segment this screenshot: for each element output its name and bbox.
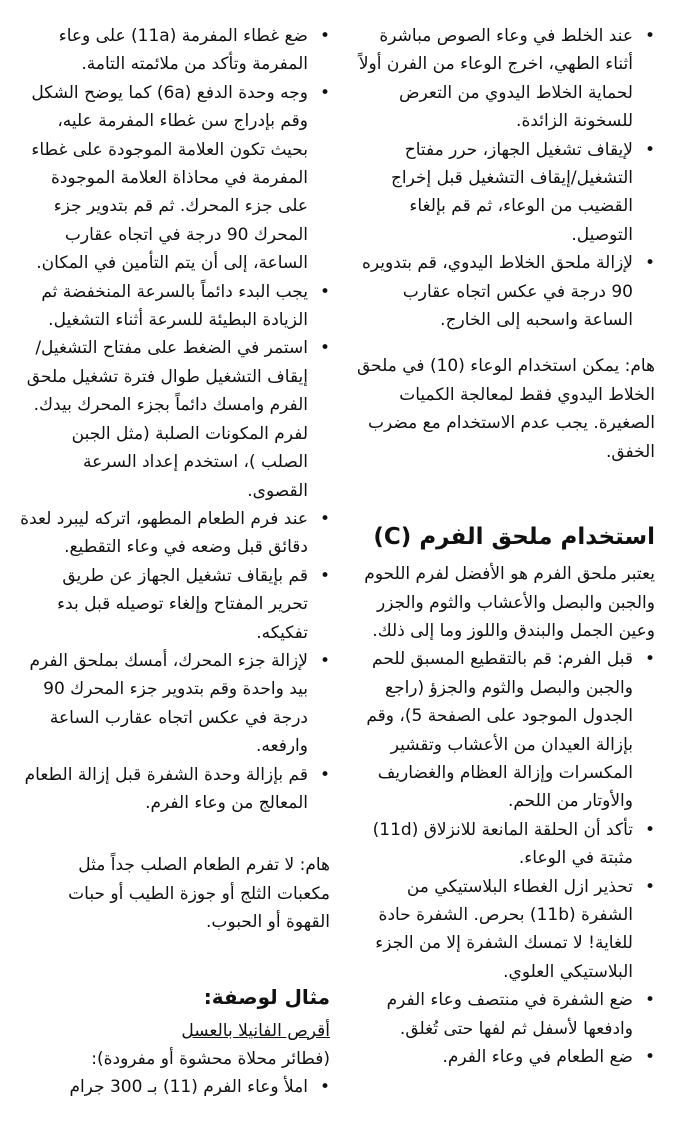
list-item: • استمر في الضغط على مفتاح التشغيل/إيقاف التشغيل طوال فترة تشغيل ملحق الفرم وامسك دائماً بجزء المحرك بيدك. لفرم المكونات الصلبة (مثل الجبن الصلب )، استخدم إعداد السرعة القصوى. [20, 334, 330, 504]
list-item: • لإزالة جزء المحرك، أمسك بملحق الفرم بيد واحدة وقم بتدوير جزء المحرك 90 درجة في عكس اتجاه عقارب الساعة وارفعه. [20, 647, 330, 761]
list-item: • تأكد أن الحلقة المانعة للانزلاق (11d) مثبتة في الوعاء. [355, 816, 655, 873]
recipe-subtitle: (فطائر محلاة محشوة أو مفرودة): [91, 1049, 330, 1069]
important-note: هام: يمكن استخدام الوعاء (10) في ملحق الخلاط اليدوي فقط لمعالجة الكميات الصغيرة. يجب عدم الاستخدام مع مضرب الخفق. [356, 356, 655, 462]
usage-tips-list [355, 22, 655, 334]
list-item: • ضع غطاء المفرمة (11a) على وعاء المفرمة وتأكد من ملائمته التامة. [20, 22, 330, 79]
section-title: استخدام ملحق الفرم (C) [373, 524, 655, 551]
list-item: • لإزالة ملحق الخلاط اليدوي، قم بتدويره 90 درجة في عكس اتجاه عقارب الساعة واسحبه إلى الخارج. [355, 249, 655, 334]
recipe-steps-list [20, 1073, 330, 1101]
list-item: • املأ وعاء الفرم (11) بـ 300 جرام [20, 1073, 330, 1101]
important-note: هام: لا تفرم الطعام الصلب جداً مثل مكعبات الثلج أو جوزة الطيب أو حبات القهوة أو الحبوب. [68, 855, 330, 933]
list-item: • عند فرم الطعام المطهو، اتركه ليبرد لعدة دقائق قبل وضعه في وعاء التقطيع. [20, 505, 330, 562]
right-column [355, 22, 655, 1071]
section-intro: يعتبر ملحق الفرم هو الأفضل لفرم اللحوم والجبن والبصل والأعشاب والثوم والجزر وعين الجمل والبندق واللوز وما إلى ذلك. [364, 564, 655, 641]
list-item: • قم بإزالة وحدة الشفرة قبل إزالة الطعام المعالج من وعاء الفرم. [20, 761, 330, 818]
list-item: • قبل الفرم: قم بالتقطيع المسبق للحم والجبن والبصل والثوم والجزؤ (راجع الجدول الموجود على الصفحة 5)، وقم بإزالة العيدان من الأعشاب وتقشير المكسرات وإزالة العظام والغضاريف والأوتار من اللحم. [355, 645, 655, 815]
list-item: • لإيقاف تشغيل الجهاز، حرر مفتاح التشغيل/إيقاف التشغيل قبل إخراج القضيب من الوعاء، ثم قم بإلغاء التوصيل. [355, 136, 655, 250]
list-item: • عند الخلط في وعاء الصوص مباشرة أثناء الطهي، اخرج الوعاء من الفرن أولاً لحماية الخلاط اليدوي من التعرض للسخونة الزائدة. [355, 22, 655, 136]
recipe-name [20, 1017, 330, 1045]
recipe-heading: مثال لوصفة: [203, 984, 330, 1009]
left-column [20, 22, 330, 1102]
list-item: • وجه وحدة الدفع (6a) كما يوضح الشكل وقم بإدراج سن غطاء المفرمة عليه، بحيث تكون العلامة الموجودة على غطاء المفرمة في محاذاة العلامة الموجودة على جزء المحرك. ثم قم بتدوير جزء المحرك 90 درجة في اتجاه عقارب الساعة، إلى أن يتم التأمين في المكان. [20, 79, 330, 278]
list-item: • يجب البدء دائماً بالسرعة المنخفضة ثم الزيادة البطيئة للسرعة أثناء التشغيل. [20, 278, 330, 335]
chopper-steps-continued-list [20, 22, 330, 817]
list-item: • قم بإيقاف تشغيل الجهاز عن طريق تحرير المفتاح وإلغاء توصيله قبل بدء تفكيكه. [20, 562, 330, 647]
chopper-steps-list [355, 645, 655, 1071]
recipe-name-text: أقرص الفانيلا بالعسل [181, 1020, 330, 1041]
list-item: • ضع الشفرة في منتصف وعاء الفرم وادفعها لأسفل ثم لفها حتى تُغلق. [355, 986, 655, 1043]
list-item: • تحذير ازل الغطاء البلاستيكي من الشفرة (11b) بحرص. الشفرة حادة للغاية! لا تمسك الشفرة إلا من الجزء البلاستيكي العلوي. [355, 873, 655, 987]
spacer [355, 466, 655, 522]
list-item: • ضع الطعام في وعاء الفرم. [355, 1043, 655, 1071]
